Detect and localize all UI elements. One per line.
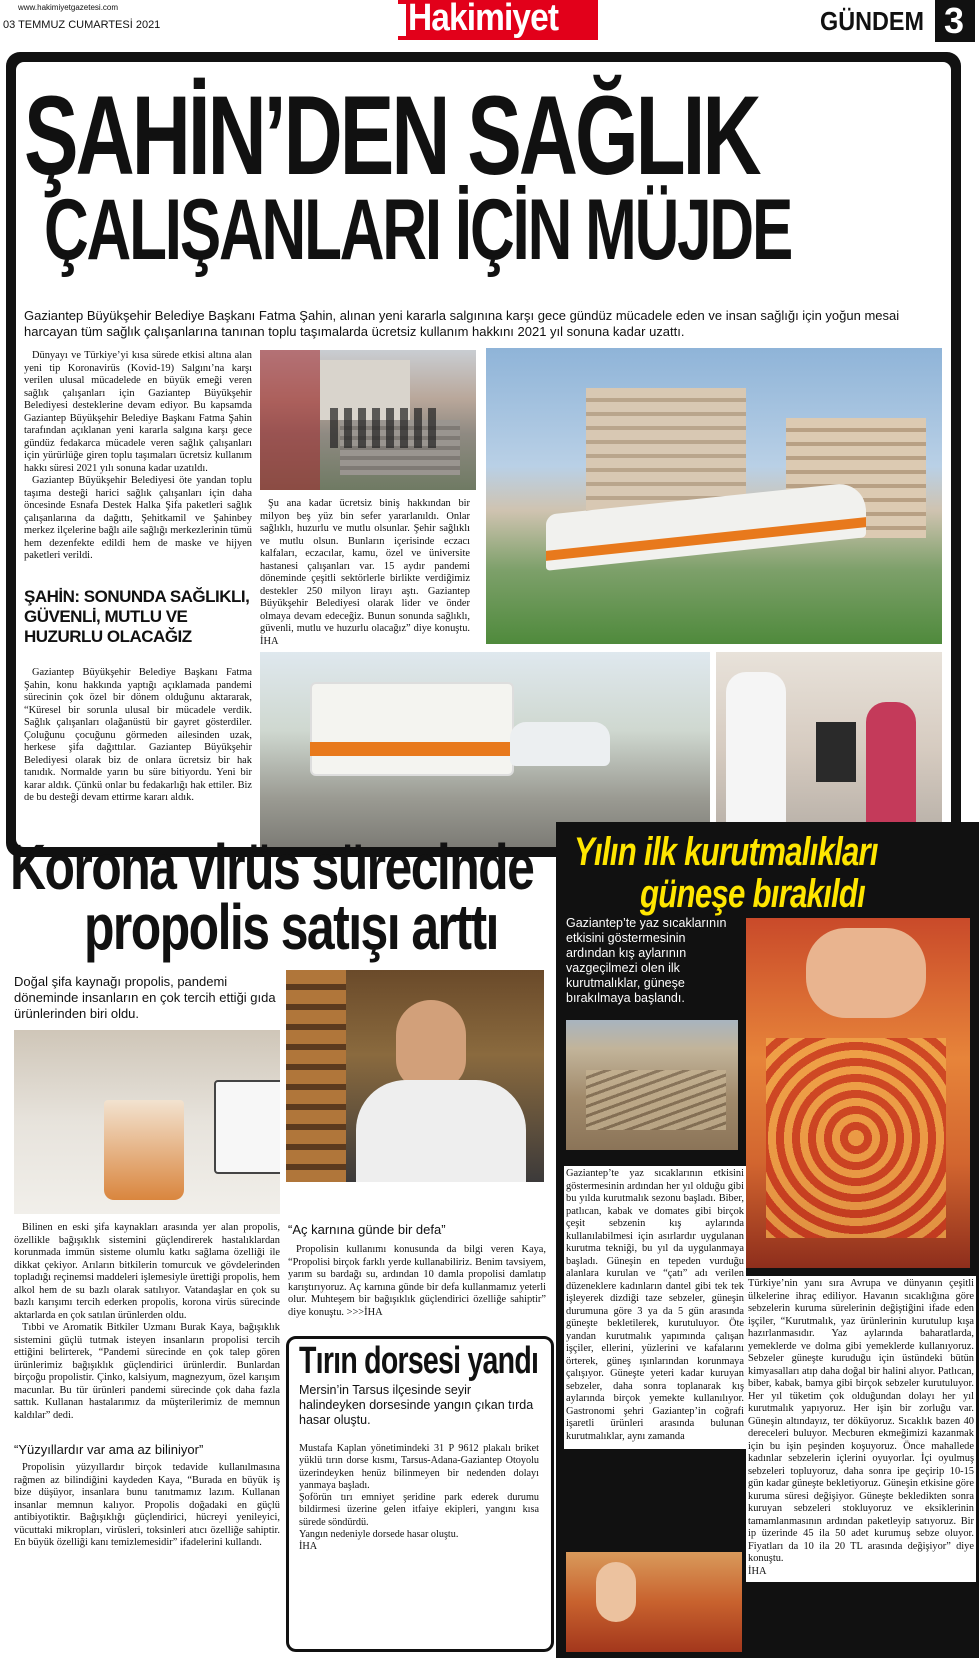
truck-paragraph-3: Yangın nedeniyle dorsede hasar oluştu.	[299, 1529, 459, 1541]
propolis-headline-line1: Korona virüs sürecinde	[10, 831, 534, 903]
page-number: 3	[944, 0, 965, 41]
propolis-lead: Doğal şifa kaynağı propolis, pandemi döneminde insanların en çok tercih ettiği gıda ürünlerinden biri oldu.	[14, 974, 276, 1021]
propolis-quote-2: “Aç karnına günde bir defa”	[288, 1222, 446, 1237]
issue-date: 03 TEMMUZ CUMARTESİ 2021	[3, 19, 161, 31]
tram-photo	[486, 348, 942, 644]
visit-photo	[716, 652, 942, 847]
drying-headline-line1: Yılın ilk kurutmalıkları	[574, 830, 878, 874]
officials-photo	[260, 350, 476, 490]
truck-credit: İHA	[299, 1541, 318, 1553]
main-headline-line1: ŞAHİN’DEN SAĞLIK	[24, 73, 759, 198]
main-lead: Gaziantep Büyükşehir Belediye Başkanı Fatma Şahin, alınan yeni kararla salgınına karşı gece gündüz mücadele eden ve insan sağlığı için yoğun mesai harcayan tüm sağlık çalışanlarına tanınan toplu taşımalarda ücretsiz kullanım hakkını 2021 yıl sonuna kadar uzattı.	[24, 308, 900, 339]
main-paragraph-2: Gaziantep Büyükşehir Belediyesi öte yandan toplu taşıma desteği harici sağlık çalışanları için daha öncesinde Esnafa Destek Halka Şifa paketleri sağlık çalışanlarına da dağıttı, Şehitkamil ve Şahinbey merkez ilçelerine bağlı aile sağlığı merkezlerinin tümü hem dezenfekte edildi hem de maske ve hijyen paketleri verildi.	[24, 475, 252, 561]
main-subhead: ŞAHİN: SONUNDA SAĞLIKLI, GÜVENLİ, MUTLU VE HUZURLU OLACAĞIZ	[24, 587, 250, 646]
drying-worker-photo	[566, 1552, 742, 1652]
drying-peppers-photo	[746, 918, 970, 1268]
truck-story-box	[286, 1336, 554, 1652]
main-story-frame	[6, 52, 961, 857]
main-column-1	[24, 350, 252, 563]
page-number-box	[935, 0, 975, 42]
main-headline-line2: ÇALIŞANLARI İÇİN MÜJDE	[44, 182, 792, 278]
website-url[interactable]: www.hakimiyetgazetesi.com	[18, 3, 119, 12]
main-column-1-lower	[24, 667, 252, 805]
main-paragraph-3: Gaziantep Büyükşehir Belediye Başkanı Fatma Şahin, konu hakkında yaptığı açıklamada pandemi sürecinin çok özel bir dönem olduğunu aktararak, “Küresel bir sorunla ulusal bir mücadele verdik. Sağlık çalışanları olağanüstü bir gayret gösterdiler. Çoluğunu çocuğunu görmeden ailesinden uzak, herkese şifa dağıttılar. Gaziantep Büyükşehir Belediyesi olarak biz de onlara ücretsiz bir hak tanıdık. Normalde yarın bu süre bitiyordu. Yeni bir karar aldık. Çünkü onlar bu fedakarlığı hak ettiler. Biz de bu desteği devam ettirme kararı aldık.	[24, 667, 252, 803]
main-paragraph-4: Şu ana kadar ücretsiz biniş hakkından bir milyon beş yüz bin sefer yararlanıldı. Onlar sağlıklı, huzurlu ve mutlu olsunlar. Şehir sağlıklı ve mutlu olsun. Bunların içerisinde eczacı kalfaları, eczacılar, kamu, özel ve üniversite hastanesi çalışanları var. 15 aydır pandemi döneminde çeşitli sektörlerle birlikte verdiğimiz destekler 250 milyon lirayı aştı. Gaziantep Büyükşehir Belediyesi olarak lider ve önder olmaya devam edeceğiz. Bunun sonunda sağlıklı, güvenli, mutlu ve huzurlu olacağız” diye konuştu. İHA	[260, 498, 470, 647]
truck-paragraph-1: Mustafa Kaplan yönetimindeki 31 P 9612 plakalı briket yüklü tırın dorse kısmı, Tarsus-Adana-Gaziantep Otoyolu üzerindeyken henüz bilinmeyen bir nedenden dolayı yanmaya başladı.	[299, 1443, 539, 1491]
section-label: GÜNDEM	[820, 6, 925, 36]
drying-credit: İHA	[748, 1565, 767, 1577]
logo-text: Hakimiyet	[408, 0, 559, 39]
propolis-paragraph-1: Bilinen en eski şifa kaynakları arasında yer alan propolis, özellikle bağışıklık sistemini güçlendirerek hastalıklardan korunmada immün sisteme olumlu katkı sağlama özelliği ile dikkat çekiyor. Arıların bitkilerin tomurcuk ve gövdelerinden topladığı reçinemsi maddeleri işlemesiyle ürettiği propolis, hem alkol hem de su bazlı olarak satılıyor. Vatandaşlar en çok su bazlı karışımı tercih ederken propolis, korona virüs sürecinde aktarlarda en çok satılan ürünlerden oldu.	[14, 1222, 280, 1321]
propolis-drops-photo	[14, 1030, 280, 1214]
propolis-quote-1: “Yüzyıllardır var ama az biliniyor”	[14, 1442, 204, 1457]
drying-column-2	[746, 1276, 976, 1582]
main-story-panel	[16, 62, 951, 847]
truck-lead: Mersin’in Tarsus ilçesinde seyir halindeyken dorsesinde yangın çıkan tırda hasar oluştu.	[299, 1383, 534, 1427]
propolis-paragraph-4: Propolisin kullanımı konusunda da bilgi veren Kaya, “Propolisi birçok farklı yerde kullanabiliriz. Benim tavsiyem, yarım su bardağı su, ardından 10 damla propolisi damlatıp karıştırıyoruz. Aç karnına günde bir defa kullanmamız yeterli olur. Muhteşem bir bağışıklık güçlendirici özelliğe sahiptir” diye konuştu. >>>İHA	[288, 1244, 546, 1318]
drying-column-1	[564, 1166, 746, 1449]
drying-lead: Gaziantep’te yaz sıcaklarının etkisini göstermesinin ardından kış aylarının vazgeçilmezi olen ilk kurutmalıklar, güneşe bırakılmaya başlandı.	[566, 916, 727, 1005]
truck-body	[299, 1443, 539, 1554]
propolis-paragraph-3: Propolisin yüzyıllardır birçok tedavide kullanılmasına rağmen az bilindiğini kaydeden Kaya, “Burada en büyük iş bize düşüyor, insanlara bunu tanıtmamız lazım. Kullanan insanlar memnun kalıyor. Propolis doğadaki en güçlü antibiyotiktir. Bağışıklığı güçlendirici, hücreyi yenileyici, vücuttaki mikropları, virüsleri, toksinleri atıcı özelliğe sahiptir. En büyük özelliği kanı temizlemesidir” ifadelerini kullandı.	[14, 1462, 280, 1548]
main-column-2	[260, 498, 470, 648]
drying-paragraph-2: Türkiye’nin yanı sıra Avrupa ve dünyanın çeşitli ülkelerine ihraç ediliyor. Havanın sıcaklığına göre sebzelerin kuruma sürelerinin değiştiğini ifade eden işçiler, “Kurutmalık, yaz ürünlerinin kurutulup kışa hazırlanmasıdır. Yaz aylarında baharatlarda, yemeklerde ve dolma gibi yemeklerde kullanıyoruz. Sebzeler güneşte kuruduğu için üstündeki bütün kimyasalları atıp daha doğal bir halini alıyor. Patlıcan, biber, kabak, bamya gibi birçok sebzeler kurutuluyor. Her yıl tüketim çok olduğundan dolayı her yıl kurutmalık yapıyoruz. Her işin bir zorluğu var. Güneşin altındayız, ter döküyoruz. Sıcaklık bazen 40 dereceleri buluyor. Mecburen ekmeğimizi kazanmak için bu işin peşinden koşuyoruz. Önce mahallede kadınlar sebzelerin içlerini oyuyorlar. İçi oyulmuş sebzeleri topluyoruz, daha sonra ipe geçirip 10-15 gün kadar güneşte bekletiyoruz. Güneşin etkisine göre kuruma süresi değişiyor. Güneşte bekledikten sonra kuruyan sebzeleri stokluyoruz ve eksiklerinin tamamlanmasının ardından paketleyip satıyoruz. Bir ip üzerinde 45 ila 50 adet kurumuş sebze oluyor. Fiyatları da 10 ila 20 TL arasında değişiyor” diye konuştu.	[748, 1278, 974, 1564]
propolis-headline-line2: propolis satışı arttı	[84, 891, 498, 963]
propolis-column-2	[288, 1244, 546, 1319]
logo-bar	[398, 4, 406, 36]
drying-paragraph-1: Gaziantep’te yaz sıcaklarının etkisini göstermesinin ardından her yıl olduğu gibi bu yılda kurutmalık sezonu başladı. Biber, patlıcan, kabak ve domates gibi birçok çeşit sebzenin kış aylarında kullanılabilmesi için asırlardır uygulanan kurutma tekniği, bu yıl da uygulanmaya başladı. Güneşin en tepeden vurduğu alanlara kurulan ve “çatı” adı verilen düzeneklere kadınların dantel gibi tek tek işleyerek dizdiği taze sebzeler, güneşin durumuna göre 3 ya da 5 gün arasında güneşte bekletilerek, kurutuluyor. Öte yandan kurutmalık yapımında çalışan işçiler, ellerini, yüzlerini ve kafalarını örterek, güneş ışınlarından korunmaya çalışıyor. Güneşte yeteri kadar kuruyan sebzeler, daha sonra toplanarak kış aylarında birçok yemekte kullanılıyor. Gastronomi şehri Gaziantep’in coğrafi işaretli ürünleri arasında bulunan kurutmalıklar, aynı zamanda	[566, 1168, 744, 1442]
drying-story-panel	[556, 822, 979, 1658]
propolis-man-photo	[286, 970, 544, 1182]
drying-field-photo	[566, 1020, 738, 1150]
drying-headline-line2: güneşe bırakıldı	[640, 872, 866, 916]
propolis-column-1	[14, 1222, 280, 1422]
main-paragraph-1: Dünyayı ve Türkiye’yi kısa sürede etkisi altına alan yeni tip Koronavirüs (Kovid-19) Salgını’na karşı verilen ulusal mücadelede en büyük emeği veren sağlık çalışanları için Gaziantep Büyükşehir Belediyesi desteklerine devam ediyor. Bu kapsamda Gaziantep Büyükşehir Belediye Başkanı Fatma Şahin tarafından açıklanan yeni kararla salgına karşı gece gündüz fedakarca mücadele veren sağlık çalışanları için yürürlüğe giren toplu taşımaları ücretsiz kullanım hakkı süresi 2021 yılı sonuna kadar uzatıldı.	[24, 350, 252, 474]
bus-photo	[260, 652, 710, 847]
newspaper-logo	[398, 0, 598, 40]
truck-paragraph-2: Şoförün tırı emniyet şeridine park ederek durumu bildirmesi üzerine gelen itfaiye ekipleri, yangını kısa sürede söndürdü.	[299, 1492, 539, 1528]
propolis-paragraph-2: Tıbbi ve Aromatik Bitkiler Uzmanı Burak Kaya, bağışıklık sistemini güçlü tutmak isteyen insanların propolisi tercih ettiğini belirterek, “Pandemi sürecinde en çok talep gören ürünlerimiz bağışıklık güçlendirici ürünlerdir. Bunlardan birçoğu propolistir. Çinko, kalsiyum, magnezyum, özel karışım macunlar. Bu tür ürünleri pandemi sürecinde çok daha fazla sattık. Kullanan hastalarımız da müşterilerimiz de memnun kaldılar” dedi.	[14, 1322, 280, 1421]
truck-headline: Tırın dorsesi yandı	[299, 1340, 539, 1382]
propolis-column-1-lower	[14, 1462, 280, 1550]
